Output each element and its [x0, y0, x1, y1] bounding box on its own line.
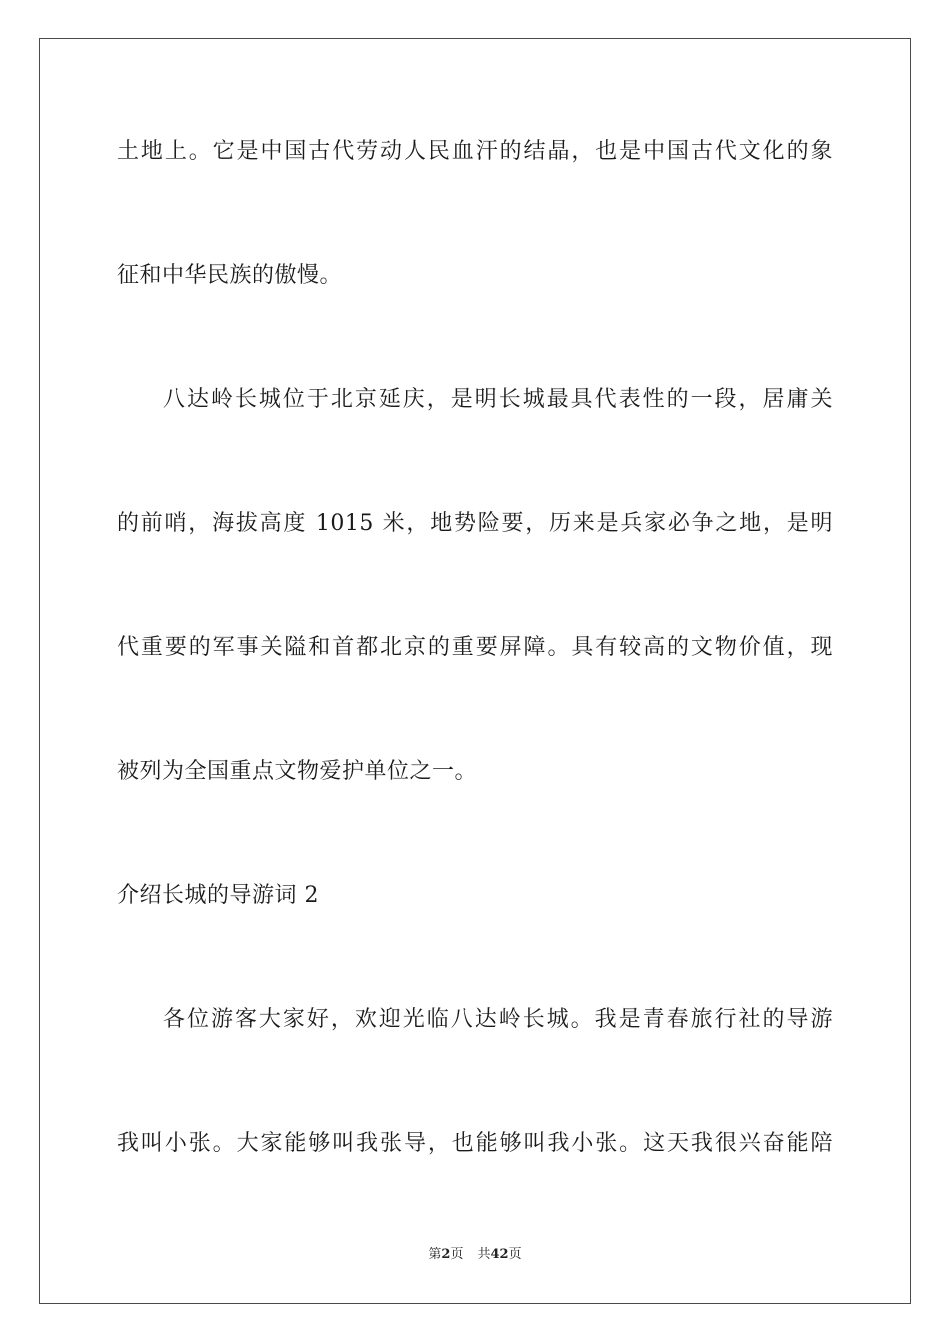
footer-page-prefix: 第	[428, 1247, 442, 1262]
footer-total-suffix: 页	[508, 1247, 522, 1262]
page-border	[39, 38, 911, 1304]
footer-total-prefix: 共	[477, 1247, 491, 1262]
footer-page-number: 2	[441, 1247, 451, 1262]
text-line-4: 的前哨，海拔高度 1015 米，地势险要，历来是兵家必争之地，是明	[117, 511, 833, 536]
text-line-1: 土地上。它是中国古代劳动人民血汗的结晶，也是中国古代文化的象	[117, 139, 833, 164]
section-heading: 介绍长城的导游词 2	[117, 883, 319, 908]
footer-total-pages: 42	[490, 1247, 509, 1262]
text-line-6: 被列为全国重点文物爱护单位之一。	[117, 759, 478, 784]
text-line-5: 代重要的军事关隘和首都北京的重要屏障。具有较高的文物价值，现	[117, 635, 833, 660]
footer-page-suffix: 页	[450, 1247, 464, 1262]
text-line-3: 八达岭长城位于北京延庆，是明长城最具代表性的一段，居庸关	[163, 387, 833, 412]
text-line-2: 征和中华民族的傲慢。	[117, 263, 343, 288]
text-line-8: 各位游客大家好，欢迎光临八达岭长城。我是青春旅行社的导游	[163, 1007, 833, 1032]
text-line-9: 我叫小张。大家能够叫我张导，也能够叫我小张。这天我很兴奋能陪	[117, 1131, 833, 1156]
page-footer	[0, 1246, 950, 1264]
